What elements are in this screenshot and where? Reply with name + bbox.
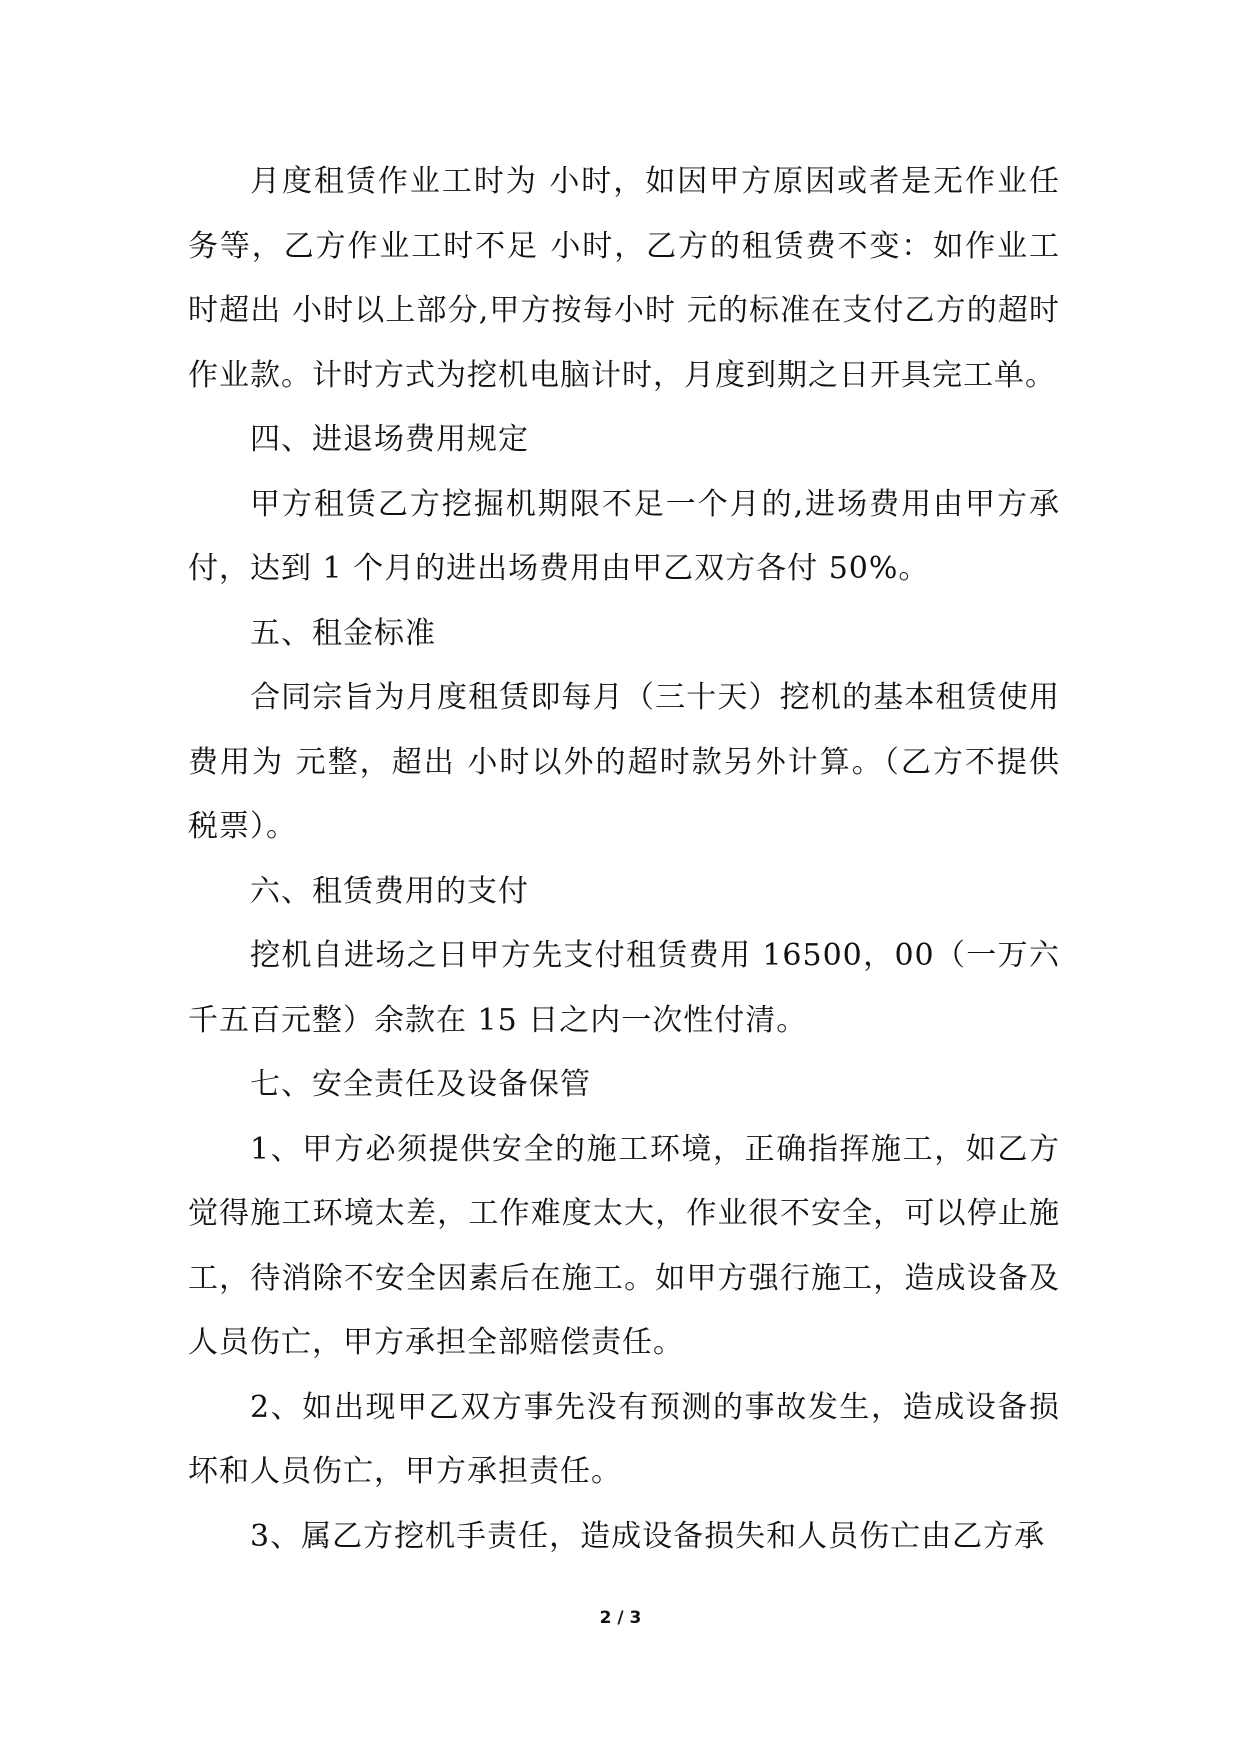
section-heading-entry-exit-fees: 四、进退场费用规定 xyxy=(250,422,529,457)
paragraph-safety-3: 3、属乙方挖机手责任，造成设备损失和人员伤亡由乙方承 xyxy=(250,1518,1046,1554)
paragraph-safety-1: 1、甲方必须提供安全的施工环境，正确指挥施工，如乙方觉得施工环境太差，工作难度太大，作业很不安全，可以停止施工，待消除不安全因素后在施工。如甲方强行施工，造成设备及人员伤亡，甲方承担全部赔偿责任。 xyxy=(188,1131,1060,1360)
paragraph-work-hours: 月度租赁作业工时为 小时，如因甲方原因或者是无作业任务等，乙方作业工时不足 小时，乙方的租赁费不变：如作业工时超出 小时以上部分,甲方按每小时 元的标准在支付乙方的超时作业款。计时方式为挖机电脑计时，月度到期之日开具完工单。 xyxy=(188,164,1060,393)
paragraph-payment: 挖机自进场之日甲方先支付租赁费用 16500，00（一万六千五百元整）余款在 15 日之内一次性付清。 xyxy=(188,938,1060,1038)
paragraph-entry-exit-fees: 甲方租赁乙方挖掘机期限不足一个月的,进场费用由甲方承付，达到 1 个月的进出场费用由甲乙双方各付 50%。 xyxy=(188,486,1060,586)
section-heading-rent-standard: 五、租金标准 xyxy=(250,615,436,651)
page-number: 2 / 3 xyxy=(599,1608,642,1628)
paragraph-safety-2: 2、如出现甲乙双方事先没有预测的事故发生，造成设备损坏和人员伤亡，甲方承担责任。 xyxy=(188,1389,1060,1489)
document-body xyxy=(188,150,1060,1569)
paragraph-rent-standard: 合同宗旨为月度租赁即每月（三十天）挖机的基本租赁使用费用为 元整，超出 小时以外的超时款另外计算。（乙方不提供税票）。 xyxy=(188,680,1060,844)
section-heading-payment: 六、租赁费用的支付 xyxy=(250,873,529,909)
section-heading-safety: 七、安全责任及设备保管 xyxy=(250,1067,591,1102)
